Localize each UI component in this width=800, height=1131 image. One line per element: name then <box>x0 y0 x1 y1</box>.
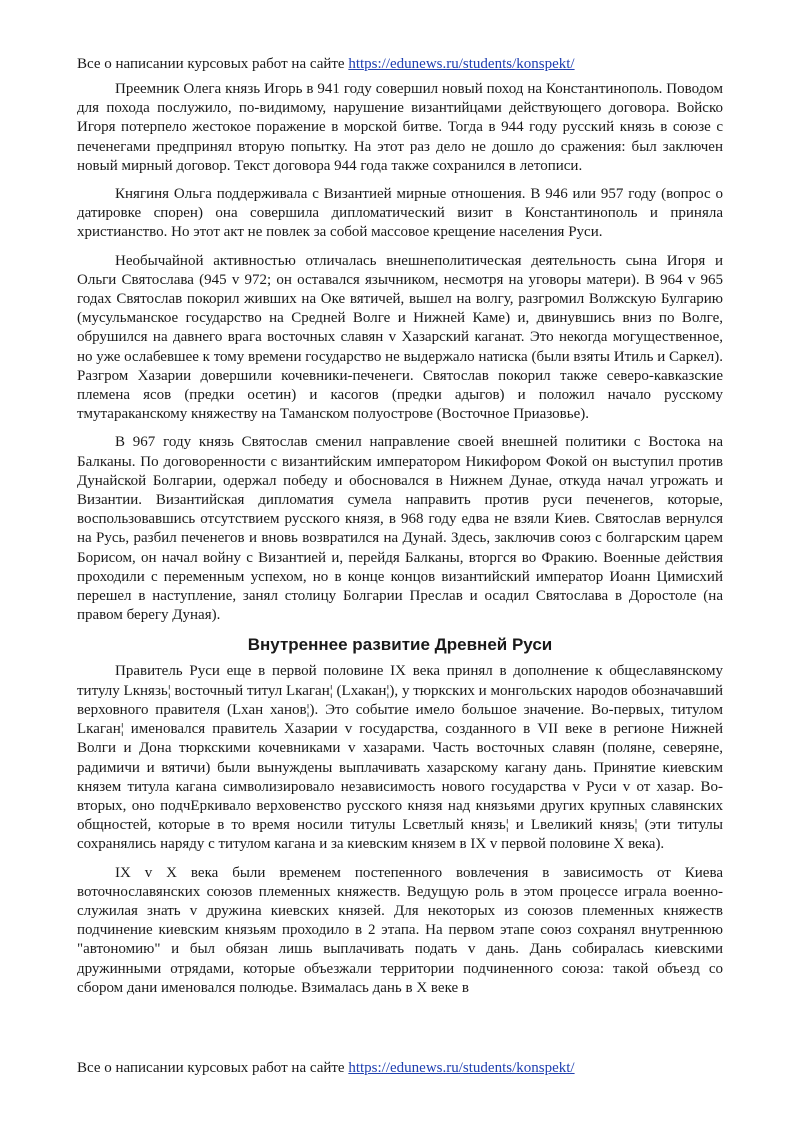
paragraph-tribute: IX v X века были временем постепенного вовлечения в зависимость от Киева воточнославянских союзов племенных княжеств. Ведущую роль в этом процессе играла военно-служилая знать v дружина киевских князей. Для некоторых из союзов племенных княжеств подчинение киевским князьям проходило в 2 этапа. На первом этапе союз сохранял внутреннюю "автономию" и был обязан лишь выплачивать подать v дань. Дань собиралась киевскими дружинными отрядами, которые объезжали территории подчиненного союза: такой объезд со сбором дани именовался полюдье. Взималась дань в X веке в <box>77 864 723 996</box>
header-text: Все о написании курсовых работ на сайте <box>77 56 349 72</box>
page-header <box>77 55 723 74</box>
paragraph-olga: Княгиня Ольга поддерживала с Византией мирные отношения. В 946 или 957 году (вопрос о датировке спорен) она совершила дипломатический визит в Константинополь и приняла христианство. Но этот акт не повлек за собой массовое крещение населения Руси. <box>77 186 723 241</box>
header-link[interactable]: https://edunews.ru/students/konspekt/ <box>348 56 575 72</box>
paragraph-svyatoslav-east: Необычайной активностью отличалась внешнеполитическая деятельность сына Игоря и Ольги Святослава (945 v 972; он оставался язычником, несмотря на уговоры матери). В 964 v 965 годах Святослав покорил живших на Оке вятичей, вышел на волгу, разгромил Волжскую Булгарию (мусульманское государство на Средней Волге и Нижней Каме) и, двинувшись вниз по Волге, обрушился на давнего врага восточных славян v Хазарский каганат. Это некогда могущественное, но уже ослабевшее к тому времени государство не выдержало натиска (были взяты Итиль и Саркел). Разгром Хазарии довершили кочевники-печенеги. Святослав покорил также северо-кавказские племена ясов (предки осетин) и касогов (предки адыгов) и положил начало русскому тмутараканскому княжеству на Таманском полуострове (Восточное Приазовье). <box>77 252 723 423</box>
section-heading: Внутреннее развитие Древней Руси <box>247 635 553 655</box>
paragraph-svyatoslav-balkans: В 967 году князь Святослав сменил направление своей внешней политики с Востока на Балканы. По договоренности с византийским императором Никифором Фокой он выступил против Дунайской Болгарии, одержал победу и обосновался в Нижнем Дунае, откуда начал угрожать и Византии. Византийская дипломатия сумела направить против руси печенегов, которые, воспользовавшись отсутствием русского князя, в 968 году едва не взяли Киев. Святослав вернулся на Русь, разбил печенегов и вновь возвратился на Дунай. Здесь, заключив союз с болгарским царем Борисом, он начал войну с Византией и, перейдя Балканы, вторгся во Фракию. Военные действия проходили с переменным успехом, но в конце концов византийский император Иоанн Цимисхий перешел в наступление, занял столицу Болгарии Преслав и осадил Святослава в Доростоле (на правом берегу Дуная). <box>77 434 723 624</box>
footer-link[interactable]: https://edunews.ru/students/konspekt/ <box>348 1060 575 1076</box>
paragraph-kagan-title: Правитель Руси еще в первой половине IX века принял в дополнение к общеславянскому титулу Lкнязь¦ восточный титул Lкаган¦ (Lхакан¦), у тюркских и монгольских народов обозначавший верховного правителя (Lхан ханов¦). Это событие имело большое значение. Во-первых, титулом Lкаган¦ именовался правитель Хазарии v государства, созданного в VII веке в регионе Нижней Волги и Дона тюркскими кочевниками v хазарами. Часть восточных славян (поляне, северяне, радимичи и вятичи) были вынуждены выплачивать хазарскому кагану дань. Принятие киевским князем титула кагана символизировало независимость нового государства v Руси v от хазар. Во-вторых, оно подчЕркивало верховенство русского князя над князьями других крупных славянских общностей, которые в то время носили титулы Lсветлый князь¦ и Lвеликий князь¦ (эти титулы сохранялись наряду с титулом кагана и за киевским князем в IX v первой половине X века). <box>77 663 723 853</box>
paragraph-igor-campaigns: Преемник Олега князь Игорь в 941 году совершил новый поход на Константинополь. Поводом для похода послужило, по-видимому, нарушение византийцами действующего договора. Войско Игоря потерпело жестокое поражение в морской битве. Тогда в 944 году русский князь в союзе с печенегами предпринял вторую попытку. На этот раз дело не дошло до сражения: был заключен новый мирный договор. Текст договора 944 года также сохранился в летописи. <box>77 81 723 174</box>
footer-text: Все о написании курсовых работ на сайте <box>77 1060 349 1076</box>
page-footer <box>77 1059 723 1078</box>
document-body <box>77 80 723 1007</box>
